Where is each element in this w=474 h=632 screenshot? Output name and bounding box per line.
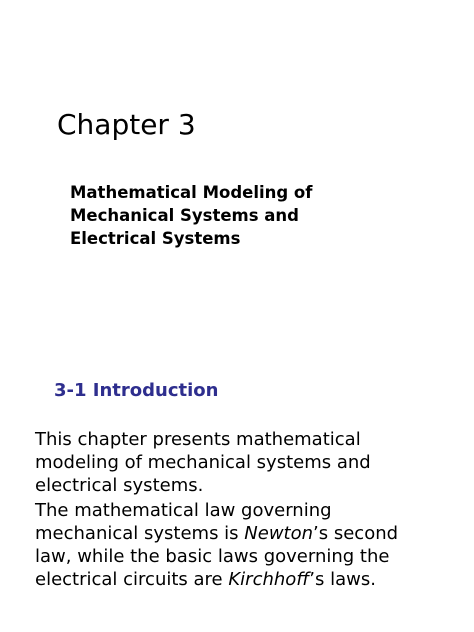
paragraph-line: This chapter presents mathematical xyxy=(35,429,361,450)
intro-paragraph xyxy=(35,428,455,497)
section-heading: 3-1 Introduction xyxy=(54,380,219,401)
text-run: electrical circuits are xyxy=(35,569,229,590)
paragraph-line: law, while the basic laws governing the xyxy=(35,546,390,567)
laws-paragraph xyxy=(35,499,455,591)
subtitle-line: Electrical Systems xyxy=(70,229,241,248)
paragraph-line: The mathematical law governing xyxy=(35,500,332,521)
text-run: mechanical systems is xyxy=(35,523,245,544)
paragraph-line: electrical systems. xyxy=(35,475,204,496)
newton-emphasis: Newton xyxy=(244,523,314,544)
subtitle-line: Mechanical Systems and xyxy=(70,206,299,225)
chapter-title: Chapter 3 xyxy=(57,108,196,141)
paragraph-line xyxy=(35,568,455,591)
chapter-subtitle xyxy=(70,181,390,250)
text-run: ’s laws. xyxy=(309,569,376,590)
paragraph-line xyxy=(35,522,455,545)
paragraph-line: modeling of mechanical systems and xyxy=(35,452,371,473)
kirchhoff-emphasis: Kirchhoff xyxy=(228,569,310,590)
subtitle-line: Mathematical Modeling of xyxy=(70,183,313,202)
text-run: ’s second xyxy=(313,523,399,544)
